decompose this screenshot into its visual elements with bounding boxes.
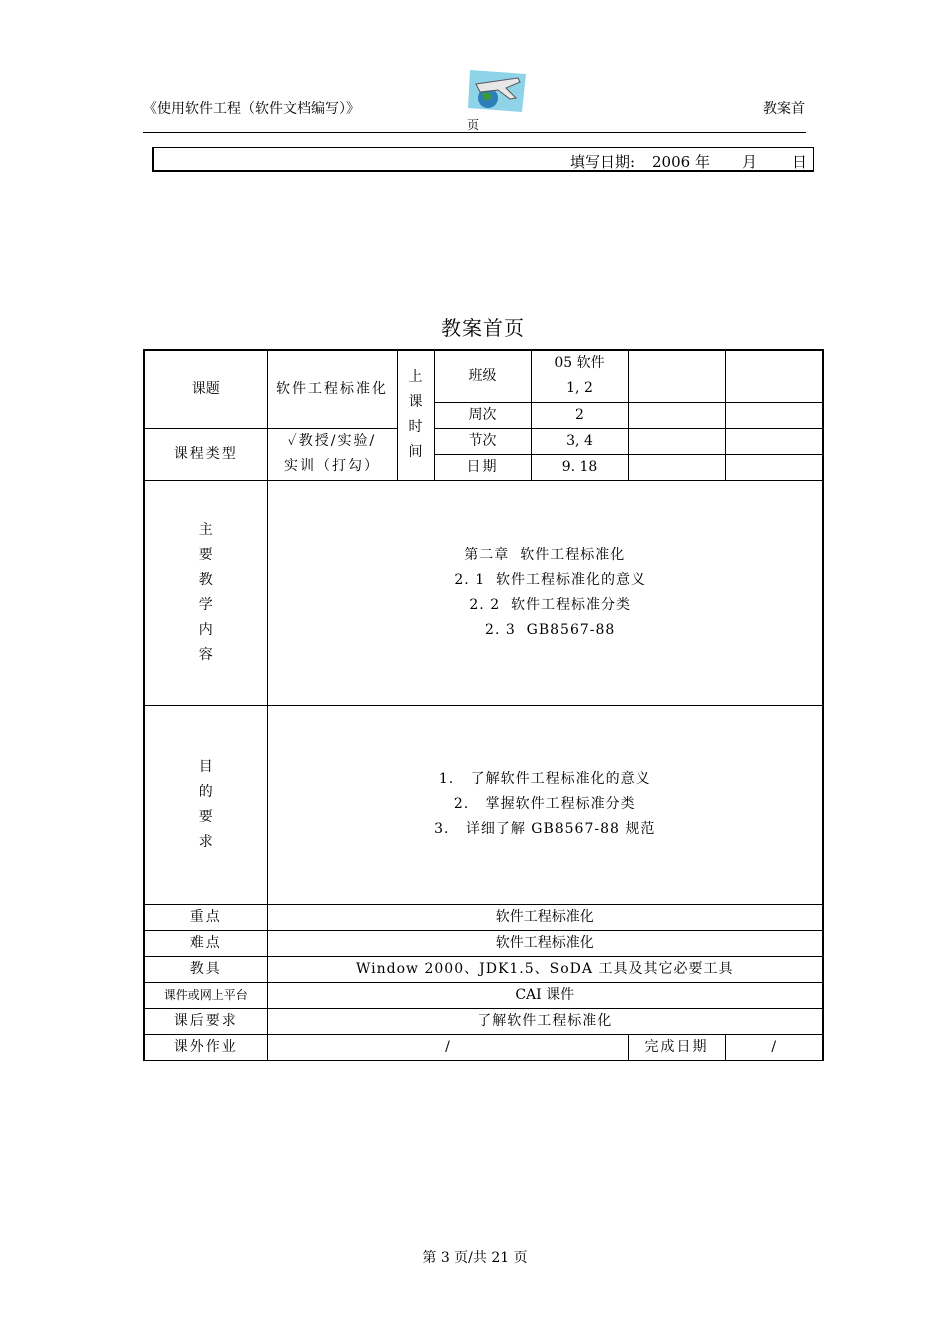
fill-date-label: 填写日期:: [570, 153, 636, 171]
date-value: 9. 18: [531, 454, 628, 480]
class-extra-2: [725, 350, 823, 402]
after-class-label: 课后要求: [144, 1008, 267, 1034]
section-extra-2: [725, 428, 823, 454]
after-class-value: 了解软件工程标准化: [267, 1008, 823, 1034]
topic-value: 软件工程标准化: [267, 350, 397, 428]
header-divider: [143, 132, 806, 133]
homework-value: /: [267, 1034, 628, 1060]
class-value: 05 软件 1, 2: [531, 350, 628, 402]
topic-label: 课题: [144, 350, 267, 428]
section-value: 3, 4: [531, 428, 628, 454]
class-label: 班级: [434, 350, 531, 402]
date-label: 日期: [434, 454, 531, 480]
key-point-label: 重点: [144, 904, 267, 930]
goal-label: 目 的 要 求: [144, 705, 267, 904]
goal-line: 3. 详细了解 GB8567-88 规范: [434, 821, 656, 837]
goal-line: 1. 了解软件工程标准化的意义: [438, 771, 651, 787]
header-document-title: 《使用软件工程（软件文档编写）》: [143, 101, 360, 117]
week-label: 周次: [434, 402, 531, 428]
main-content-line: 第二章 软件工程标准化: [464, 546, 626, 563]
fill-date-year: 2006 年: [652, 153, 710, 171]
course-type-value: ✓教授/实验/ 实训（打勾）: [267, 428, 397, 480]
goal-line: 2. 掌握软件工程标准分类: [453, 796, 636, 812]
fill-date-day: 日: [792, 153, 808, 171]
tools-value: Window 2000、JDK1.5、SoDA 工具及其它必要工具: [267, 956, 823, 982]
platform-label: 课件或网上平台: [144, 982, 267, 1008]
page-title: 教案首页: [441, 316, 525, 340]
airplane-globe-icon: [466, 68, 528, 114]
week-extra-1: [628, 402, 725, 428]
main-content-line: 2. 1 软件工程标准化的意义: [443, 571, 646, 588]
goal-body: [267, 705, 823, 904]
main-content-line: 2. 2 软件工程标准分类: [458, 596, 631, 613]
section-extra-1: [628, 428, 725, 454]
difficulty-label: 难点: [144, 930, 267, 956]
date-extra-1: [628, 454, 725, 480]
week-value: 2: [531, 402, 628, 428]
lesson-plan-table: [143, 349, 824, 1061]
key-point-value: 软件工程标准化: [267, 904, 823, 930]
page-number-footer: 第 3 页/共 21 页: [422, 1250, 528, 1266]
week-extra-2: [725, 402, 823, 428]
homework-label: 课外作业: [144, 1034, 267, 1060]
fill-date-box: [152, 147, 814, 172]
header-section-title: 教案首: [763, 101, 805, 117]
platform-value: CAI 课件: [267, 982, 823, 1008]
fill-date-month: 月: [742, 153, 758, 171]
main-content-body: [267, 480, 823, 705]
finish-date-label: 完成日期: [628, 1034, 725, 1060]
section-label: 节次: [434, 428, 531, 454]
main-content-line: 2. 3 GB8567-88: [474, 621, 616, 638]
difficulty-value: 软件工程标准化: [267, 930, 823, 956]
tools-label: 教具: [144, 956, 267, 982]
finish-date-value: /: [725, 1034, 823, 1060]
class-extra-1: [628, 350, 725, 402]
main-content-label: 主 要 教 学 内 容: [144, 480, 267, 705]
date-extra-2: [725, 454, 823, 480]
header-page-label: 页: [467, 118, 480, 132]
course-type-label: 课程类型: [144, 428, 267, 480]
class-time-label: 上 课 时 间: [397, 350, 434, 480]
